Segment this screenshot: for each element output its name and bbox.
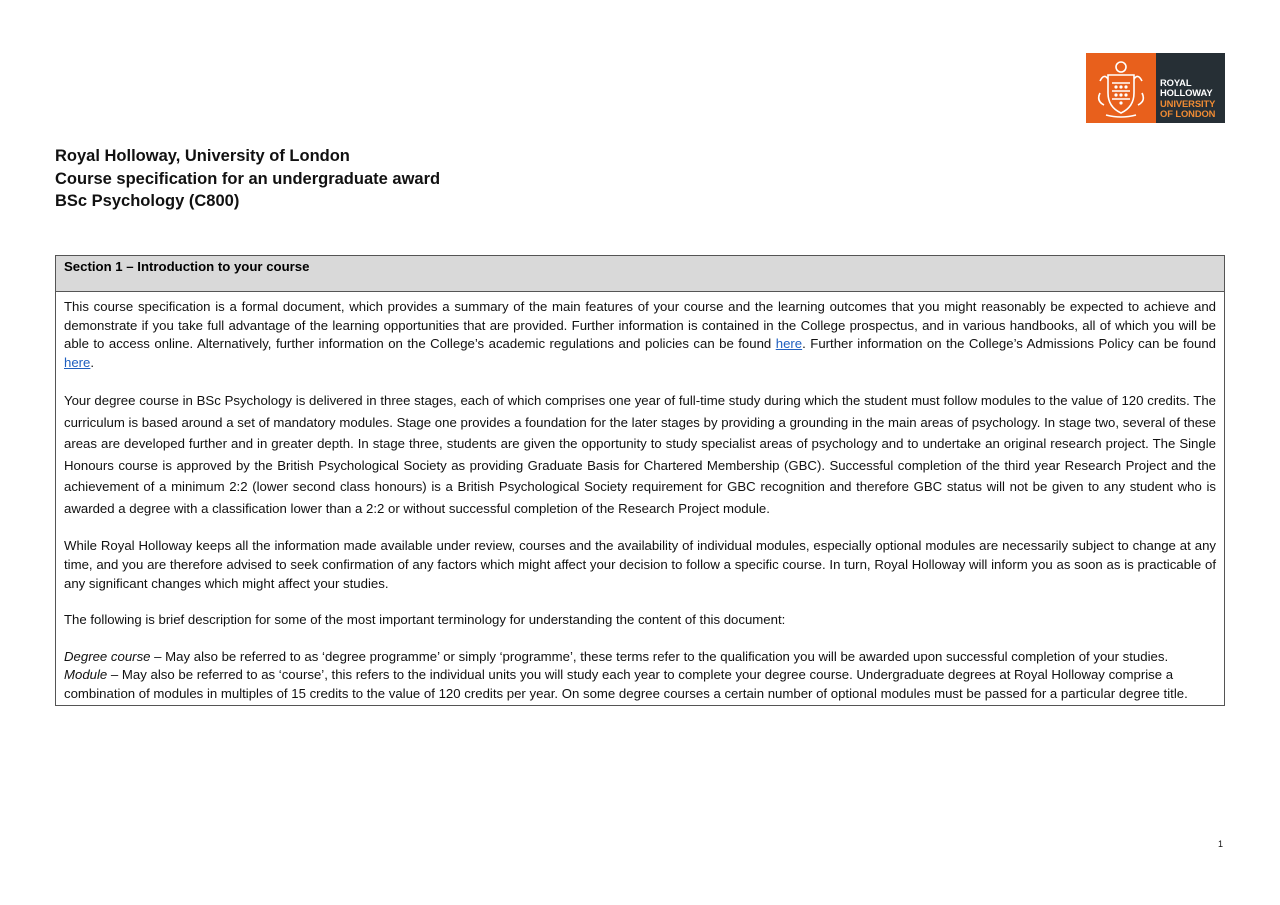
degree-course-paragraph: Your degree course in BSc Psychology is delivered in three stages, each of which comprises one year of full-time study during which the student must follow modules to the value of 120 credits. The curriculum is based around a set of mandatory modules. Stage one provides a foundation for the later stages by providing a grounding in the main areas of psychology. In stage two, several of these areas are developed further and in greater depth. In stage three, students are given the opportunity to study specialist areas of psychology and to undertake an original research project. The Single Honours course is approved by the British Psychological Society as providing Graduate Basis for Chartered Membership (GBC). Successful completion of the third year Research Project and the achievement of a minimum 2:2 (lower second class honours) is a British Psychological Society requirement for GBC recognition and therefore GBC status will not be given to any student who is awarded a degree with a classification lower than a 2:2 or without successful completion of the Research Project module. (64, 393, 1216, 516)
term-degree-course-label: Degree course (64, 648, 151, 664)
logo-line-holloway: HOLLOWAY (1160, 87, 1213, 99)
document-title-block (55, 145, 440, 213)
section-1-body (56, 292, 1224, 705)
logo-line-of-london: OF LONDON (1160, 108, 1216, 120)
term-module-definition: – May also be referred to as ‘course’, this refers to the individual units you will study each year to complete your degree course. Undergraduate degrees at Royal Holloway comprise a combination of modules in multiples of 15 credits to the value of 120 credits per year. On some degree courses a certain number of optional modules must be passed for a particular degree title. (64, 667, 1188, 701)
institution-name: Royal Holloway, University of London (55, 147, 350, 165)
section-1-table (55, 255, 1225, 706)
term-module-label: Module (64, 667, 108, 683)
crest-panel (1086, 53, 1156, 123)
term-degree-course (64, 648, 1216, 667)
intro-paragraph (64, 298, 1216, 372)
page-number: 1 (1218, 839, 1224, 849)
term-module (64, 666, 1216, 703)
review-paragraph: While Royal Holloway keeps all the information made available under review, courses and the availability of individual modules, especially optional modules are necessarily subject to change at any time, and you are therefore advised to seek confirmation of any factors which might affect your decision to follow a specific course. In turn, Royal Holloway will inform you as soon as is practicable of any significant changes which might affect your studies. (64, 538, 1216, 591)
intro-text-c: . (90, 354, 95, 370)
logo-line-royal: ROYAL (1160, 77, 1192, 88)
intro-text-b: . Further information on the College’s Admissions Policy can be found (802, 336, 1216, 352)
university-logo (1086, 53, 1225, 123)
intro-text-a: This course specification is a formal document, which provides a summary of the main features of your course and the learning outcomes that you might reasonably be expected to achieve and demonstrate if you take full advantage of the learning opportunities that are provided. Further information is contained in the College prospectus, and in various handbooks, all of which you will be able to access online. Alternatively, further information on the College’s academic regulations and policies can be found (64, 299, 1216, 352)
crest-icon (1086, 53, 1156, 123)
course-title: BSc Psychology (C800) (55, 192, 240, 210)
spec-title: Course specification for an undergraduate award (55, 169, 441, 188)
regulations-link[interactable]: here (775, 336, 803, 352)
section-1-heading: Section 1 – Introduction to your course (56, 256, 1224, 292)
logo-line-university: UNIVERSITY (1160, 97, 1216, 109)
term-degree-course-definition: – May also be referred to as ‘degree programme’ or simply ‘programme’, these terms refer to the qualification you will be awarded upon successful completion of your studies. (150, 648, 1169, 664)
logo-wordmark (1156, 53, 1225, 123)
terminology-intro: The following is brief description for some of the most important terminology for understanding the content of this document: (64, 612, 786, 628)
admissions-policy-link[interactable]: here (64, 354, 91, 370)
